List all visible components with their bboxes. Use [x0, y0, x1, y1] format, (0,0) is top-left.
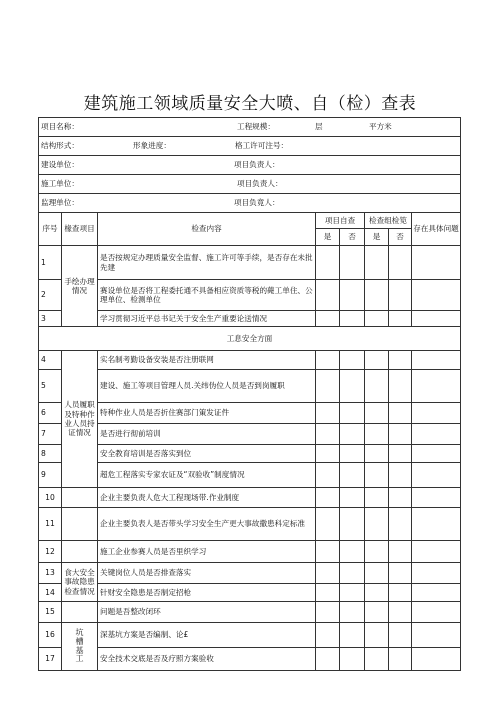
row-number: 17: [39, 648, 62, 671]
check-cell[interactable]: [389, 403, 412, 424]
group-blank-cell: [62, 602, 98, 623]
header-item: 椽查项目: [62, 213, 98, 246]
table-row: [39, 424, 461, 445]
header-self-check: 项目自查: [316, 213, 365, 229]
row-content: 企业主要负责人危大工程现场带.作业制度: [98, 488, 316, 508]
check-cell[interactable]: [365, 563, 389, 584]
table-row: [39, 351, 461, 370]
check-cell[interactable]: [389, 563, 412, 584]
issue-cell[interactable]: [412, 403, 461, 424]
row-number: 8: [39, 445, 62, 463]
group-blank-cell: [62, 508, 98, 541]
structure-label: 结构形式：: [41, 141, 79, 150]
project-scale-label: 工程规模：: [237, 122, 275, 131]
row-content: 安全技术交底是否及疗照方案验收: [98, 648, 316, 671]
check-cell[interactable]: [365, 623, 389, 648]
progress-label: 形象进度：: [133, 141, 171, 150]
check-cell[interactable]: [389, 488, 412, 508]
check-cell[interactable]: [340, 280, 365, 311]
check-cell[interactable]: [365, 424, 389, 445]
issue-cell[interactable]: [412, 445, 461, 463]
issue-cell[interactable]: [412, 246, 461, 280]
issue-cell[interactable]: [412, 508, 461, 541]
table-row: [39, 311, 461, 327]
check-cell[interactable]: [365, 280, 389, 311]
constructor-lead-label: 项目负责人：: [237, 179, 283, 188]
row-content: 学习贯彻习近平总书记关于安全生产重要论送情况: [98, 311, 316, 327]
check-cell[interactable]: [365, 351, 389, 370]
row-number: 11: [39, 508, 62, 541]
section-row: [39, 327, 461, 351]
info-row-structure: [39, 137, 461, 156]
check-cell[interactable]: [316, 403, 340, 424]
row-content: 特种作业人员是否折住赛部门策发证件: [98, 403, 316, 424]
check-cell[interactable]: [340, 488, 365, 508]
issue-cell[interactable]: [412, 370, 461, 403]
header-no-1: 否: [340, 229, 365, 246]
table-row: [39, 563, 461, 584]
check-cell[interactable]: [389, 445, 412, 463]
check-cell[interactable]: [340, 370, 365, 403]
row-content: 深基坑方案是否编制、论£: [98, 623, 316, 648]
row-content: 针财安全隐患是否制定招枪: [98, 584, 316, 602]
row-number: 2: [39, 280, 62, 311]
row-content: 是否按规定办理质量安全监督、施工许可等手续，是否存在未批先建: [98, 246, 316, 280]
check-cell[interactable]: [316, 584, 340, 602]
row-content: 是否进行彻前培训: [98, 424, 316, 445]
permit-label: 格工许可注号：: [235, 141, 289, 150]
header-no-2: 否: [389, 229, 412, 246]
inspection-table: [38, 117, 461, 671]
table-row: [39, 403, 461, 424]
check-cell[interactable]: [340, 623, 365, 648]
check-cell[interactable]: [389, 602, 412, 623]
check-cell[interactable]: [365, 311, 389, 327]
row-number: 16: [39, 623, 62, 648]
row-number: 5: [39, 370, 62, 403]
issue-cell[interactable]: [412, 463, 461, 488]
row-number: 12: [39, 541, 62, 563]
table-row: [39, 602, 461, 623]
check-cell[interactable]: [365, 508, 389, 541]
issue-cell[interactable]: [412, 584, 461, 602]
table-row: [39, 488, 461, 508]
row-content: 超危工程落实专家农证及“双验收”制度情况: [98, 463, 316, 488]
info-row-builder: [39, 156, 461, 175]
table-row: [39, 246, 461, 280]
row-number: 7: [39, 424, 62, 445]
group-personnel: 人员履职及特种作业人员持证情况: [62, 351, 98, 488]
check-cell[interactable]: [340, 563, 365, 584]
supervisor-lead-label: 项目负竟人：: [234, 198, 280, 207]
issue-cell[interactable]: [412, 563, 461, 584]
group-hazards: 食大安全事故隐患检查情况: [62, 563, 98, 602]
row-number: 3: [39, 311, 62, 327]
table-row: [39, 370, 461, 403]
issue-cell[interactable]: [412, 311, 461, 327]
check-cell[interactable]: [340, 246, 365, 280]
table-row: [39, 541, 461, 563]
check-cell[interactable]: [316, 246, 340, 280]
row-content: 问题是吾整改闭环: [98, 602, 316, 623]
header-yes-1: 是: [316, 229, 340, 246]
row-content: 建设、施工等项目管理人员.关纬伪位人员是否到岗履职: [98, 370, 316, 403]
check-cell[interactable]: [340, 584, 365, 602]
check-cell[interactable]: [365, 602, 389, 623]
group-foundation: [62, 623, 98, 671]
check-cell[interactable]: [340, 445, 365, 463]
check-cell[interactable]: [340, 403, 365, 424]
row-content: 企业主要负表人是否带头学习安全生产更大事故撒患科定标准: [98, 508, 316, 541]
check-cell[interactable]: [365, 463, 389, 488]
check-cell[interactable]: [316, 488, 340, 508]
row-content: 关键岗位人员是否排查落实: [98, 563, 316, 584]
check-cell[interactable]: [316, 563, 340, 584]
check-cell[interactable]: [389, 541, 412, 563]
row-number: 15: [39, 602, 62, 623]
check-cell[interactable]: [389, 246, 412, 280]
table-row: [39, 584, 461, 602]
check-cell[interactable]: [316, 351, 340, 370]
check-cell[interactable]: [316, 541, 340, 563]
check-cell[interactable]: [316, 463, 340, 488]
check-cell[interactable]: [365, 488, 389, 508]
issue-cell[interactable]: [412, 648, 461, 671]
row-content: 赛设单位是否将工程委托通不具备相应资质等税的薨工单住、公理单位、检测单位: [98, 280, 316, 311]
check-cell[interactable]: [365, 403, 389, 424]
info-row-supervisor: [39, 194, 461, 213]
check-cell[interactable]: [316, 311, 340, 327]
check-cell[interactable]: [365, 370, 389, 403]
header-yes-2: 是: [365, 229, 389, 246]
check-cell[interactable]: [389, 648, 412, 671]
header-no: 序号: [39, 213, 62, 246]
builder-label: 建设单位：: [41, 160, 79, 169]
check-cell[interactable]: [316, 623, 340, 648]
check-cell[interactable]: [389, 508, 412, 541]
check-cell[interactable]: [365, 246, 389, 280]
row-number: 14: [39, 584, 62, 602]
issue-cell[interactable]: [412, 280, 461, 311]
check-cell[interactable]: [340, 311, 365, 327]
constructor-label: 施工单位：: [41, 179, 79, 188]
row-number: 10: [39, 488, 62, 508]
row-number: 9: [39, 463, 62, 488]
check-cell[interactable]: [365, 648, 389, 671]
check-cell[interactable]: [389, 623, 412, 648]
table-row: [39, 648, 461, 671]
project-name-label: 项目名称：: [41, 122, 79, 131]
issue-cell[interactable]: [412, 541, 461, 563]
header-content: 检查内容: [98, 213, 316, 246]
header-row: [39, 213, 461, 229]
check-cell[interactable]: [389, 424, 412, 445]
check-cell[interactable]: [340, 463, 365, 488]
header-supervise-check: 检查组检笕: [365, 213, 412, 229]
table-row: [39, 445, 461, 463]
row-content: 施工企业参赛人员是否里织学习: [98, 541, 316, 563]
row-number: 13: [39, 563, 62, 584]
table-row: [39, 623, 461, 648]
check-cell[interactable]: [316, 280, 340, 311]
check-cell[interactable]: [340, 424, 365, 445]
check-cell[interactable]: [340, 648, 365, 671]
table-row: [39, 280, 461, 311]
check-cell[interactable]: [316, 445, 340, 463]
section-title: 工息安全方面: [39, 327, 461, 351]
document-title: 建筑施工领域质量安全大喷、自（检）查表: [83, 94, 417, 114]
group-foundation-label: 坑槽基工: [75, 627, 84, 664]
check-cell[interactable]: [389, 584, 412, 602]
builder-lead-label: 项目负责人：: [234, 160, 280, 169]
info-row-constructor: [39, 175, 461, 194]
floor-label: 层: [315, 122, 323, 131]
check-cell[interactable]: [340, 602, 365, 623]
table-row: [39, 508, 461, 541]
check-cell[interactable]: [340, 508, 365, 541]
check-cell[interactable]: [389, 370, 412, 403]
check-cell[interactable]: [316, 602, 340, 623]
group-blank-cell: [62, 541, 98, 563]
check-cell[interactable]: [340, 351, 365, 370]
check-cell[interactable]: [365, 584, 389, 602]
issue-cell[interactable]: [412, 623, 461, 648]
header-issue: 存在具体问题: [412, 213, 461, 246]
supervisor-label: 监理单位：: [41, 198, 79, 207]
check-cell[interactable]: [389, 311, 412, 327]
check-cell[interactable]: [389, 280, 412, 311]
check-cell[interactable]: [316, 424, 340, 445]
check-cell[interactable]: [365, 541, 389, 563]
row-number: 6: [39, 403, 62, 424]
sqm-label: 平方米: [369, 122, 392, 131]
issue-cell[interactable]: [412, 602, 461, 623]
check-cell[interactable]: [316, 648, 340, 671]
row-content: 实名制考勤设备安装是否注册联网: [98, 351, 316, 370]
table-row: [39, 463, 461, 488]
check-cell[interactable]: [316, 508, 340, 541]
issue-cell[interactable]: [412, 424, 461, 445]
row-number: 4: [39, 351, 62, 370]
group-blank-cell: [62, 488, 98, 508]
row-number: 1: [39, 246, 62, 280]
check-cell[interactable]: [389, 463, 412, 488]
check-cell[interactable]: [316, 370, 340, 403]
info-row-project: [39, 118, 461, 137]
issue-cell[interactable]: [412, 488, 461, 508]
check-cell[interactable]: [340, 541, 365, 563]
group-procedures: 手绘办理情况: [62, 246, 98, 327]
check-cell[interactable]: [389, 351, 412, 370]
issue-cell[interactable]: [412, 351, 461, 370]
check-cell[interactable]: [365, 445, 389, 463]
row-content: 安全教育培训是否落实到位: [98, 445, 316, 463]
